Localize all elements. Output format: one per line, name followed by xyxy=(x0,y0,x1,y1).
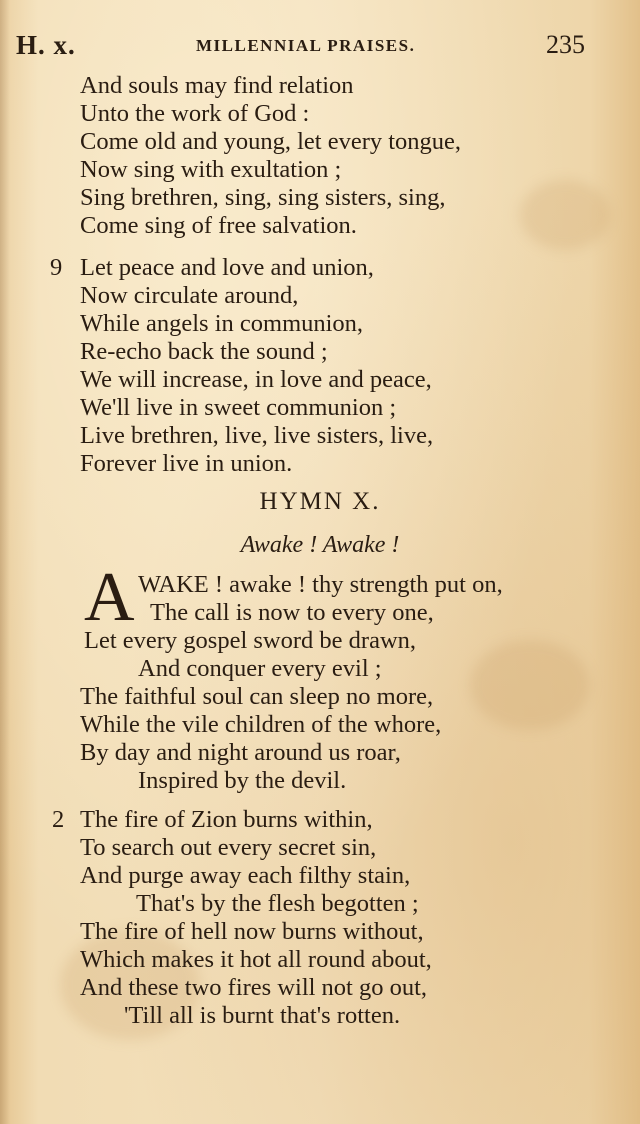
verse-line: Sing brethren, sing, sing sisters, sing, xyxy=(80,184,446,211)
verse-line: Forever live in union. xyxy=(80,450,293,477)
verse-line: The call is now to every one, xyxy=(150,599,434,626)
paper-stain xyxy=(520,180,610,250)
verse-line: Now circulate around, xyxy=(80,282,299,309)
running-head xyxy=(0,30,640,62)
verse-line: We'll live in sweet communion ; xyxy=(80,394,397,421)
verse-line: Come sing of free salvation. xyxy=(80,212,357,239)
page-edge-shadow xyxy=(0,0,10,1124)
verse-line: While the vile children of the whore, xyxy=(80,711,442,738)
verse-line: By day and night around us roar, xyxy=(80,739,401,766)
verse-line: And conquer every evil ; xyxy=(138,655,382,682)
stanza-number: 9 xyxy=(50,254,63,281)
verse-line: Which makes it hot all round about, xyxy=(80,946,432,973)
verse-line: 'Till all is burnt that's rotten. xyxy=(124,1002,401,1029)
verse-line: And purge away each filthy stain, xyxy=(80,862,411,889)
verse-line: Live brethren, live, live sisters, live, xyxy=(80,422,434,449)
verse-line: We will increase, in love and peace, xyxy=(80,366,432,393)
verse-line: Re-echo back the sound ; xyxy=(80,338,328,365)
drop-cap: A xyxy=(84,559,135,636)
verse-line: That's by the flesh begotten ; xyxy=(136,890,419,917)
book-title: MILLENNIAL PRAISES. xyxy=(196,36,416,55)
verse-line: Now sing with exultation ; xyxy=(80,156,342,183)
stanza-number: 2 xyxy=(52,806,65,833)
verse-line: Let every gospel sword be drawn, xyxy=(84,627,417,654)
hymn-title: HYMN X. xyxy=(259,488,381,515)
verse-line: While angels in communion, xyxy=(80,310,364,337)
verse-line: Unto the work of God : xyxy=(80,100,310,127)
page-number: 235 xyxy=(546,30,585,59)
hymn-reference: H. x. xyxy=(16,30,76,60)
verse-line: Come old and young, let every tongue, xyxy=(80,128,462,155)
hymn-subtitle: Awake ! Awake ! xyxy=(240,532,400,558)
verse-line: The fire of hell now burns without, xyxy=(80,918,424,945)
paper-stain xyxy=(470,640,590,730)
verse-line: And souls may find relation xyxy=(80,72,354,99)
verse-line: The faithful soul can sleep no more, xyxy=(80,683,434,710)
verse-line: WAKE ! awake ! thy strength put on, xyxy=(138,571,503,598)
verse-line: To search out every secret sin, xyxy=(80,834,377,861)
verse-line: Let peace and love and union, xyxy=(80,254,374,281)
verse-line: And these two fires will not go out, xyxy=(80,974,428,1001)
verse-line: Inspired by the devil. xyxy=(138,767,347,794)
verse-line: The fire of Zion burns within, xyxy=(80,806,373,833)
